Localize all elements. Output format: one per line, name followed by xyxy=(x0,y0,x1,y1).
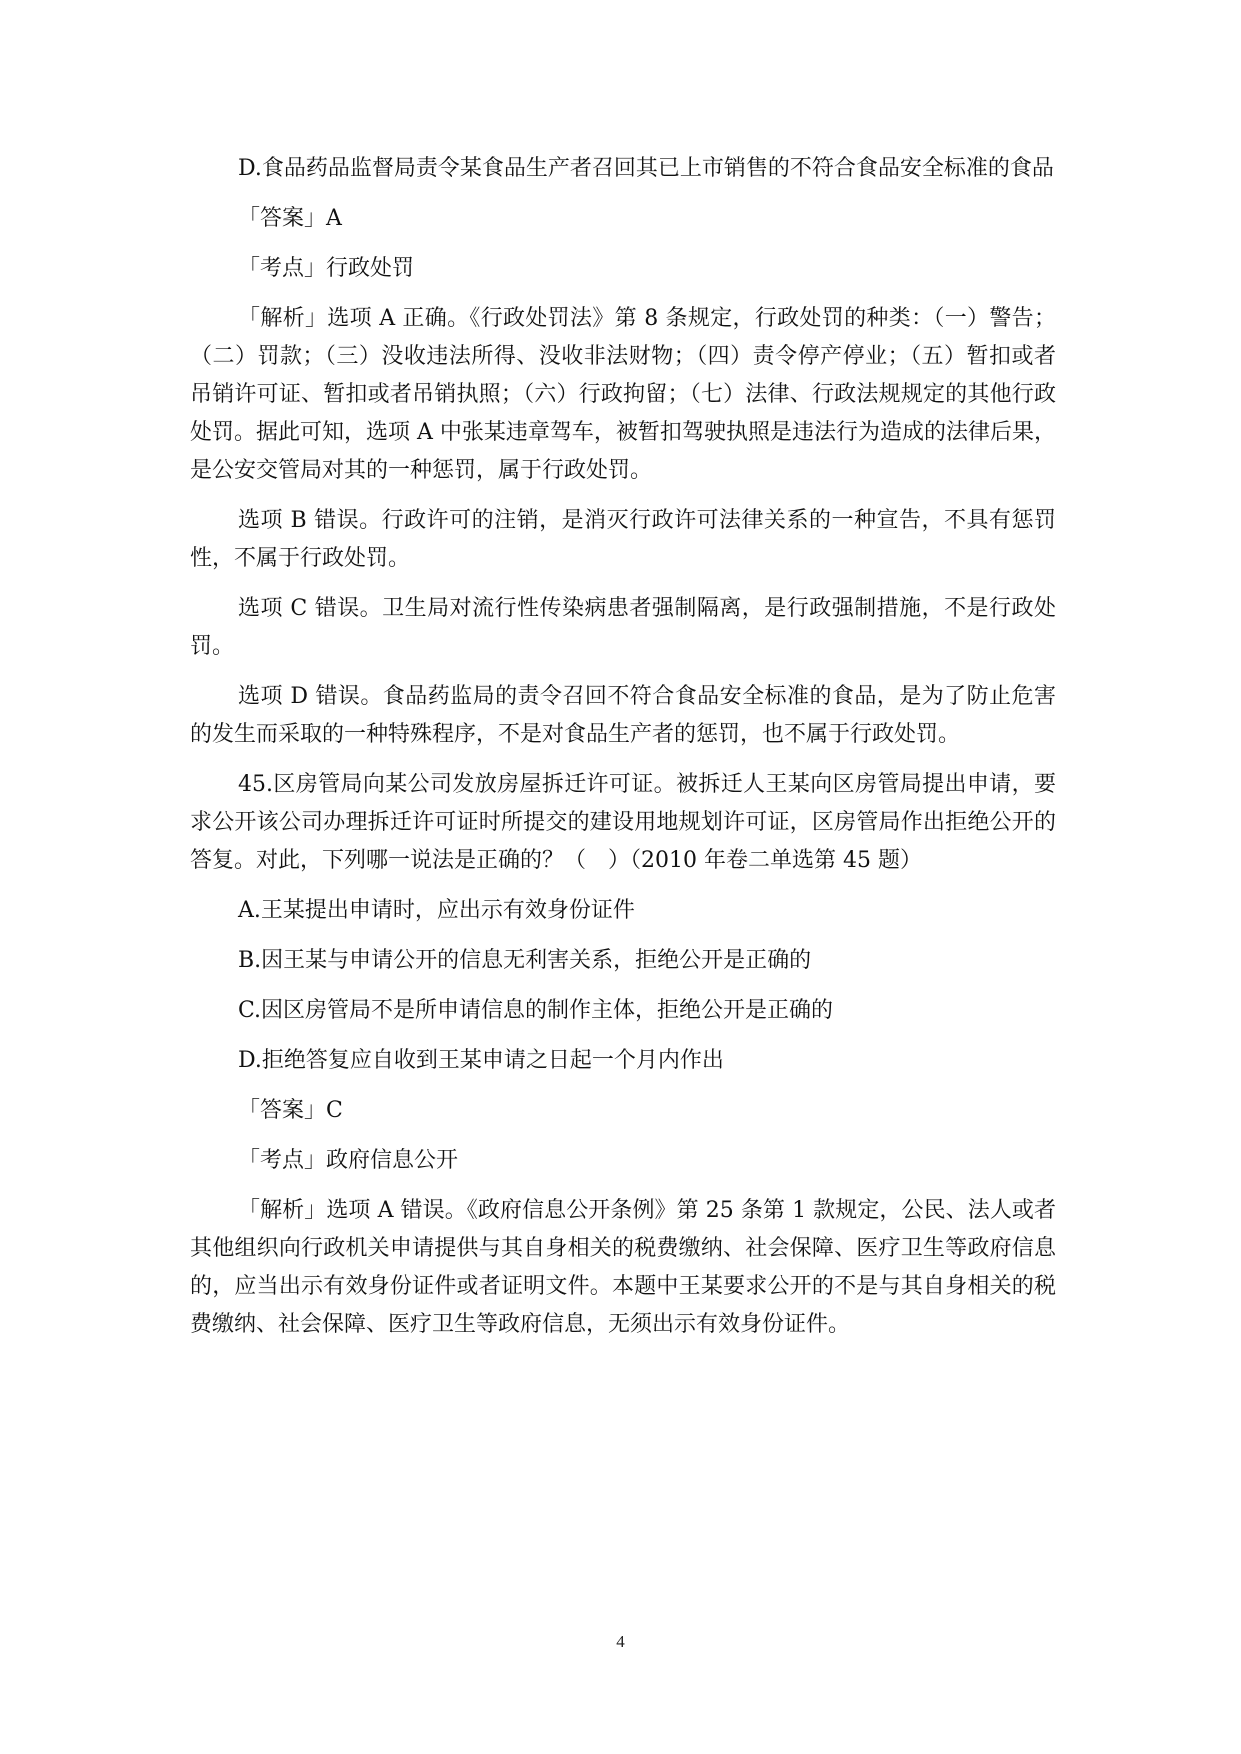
topic-line: 「考点」行政处罚 xyxy=(238,256,415,281)
analysis-option-b: 选项 B 错误。行政许可的注销，是消灭行政许可法律关系的一种宣告，不具有惩罚性，不属于行政处罚。 xyxy=(190,508,1056,571)
answer-line: 「答案」A xyxy=(238,206,342,231)
analysis-paragraph: 「解析」选项 A 正确。《行政处罚法》第 8 条规定，行政处罚的种类：（一）警告；（二）罚款；（三）没收违法所得、没收非法财物；（四）责令停产停业；（五）暂扣或者吊销许可证、暂扣或者吊销执照；（六）行政拘留；（七）法律、行政法规规定的其他行政处罚。据此可知，选项 A 中张某违章驾车，被暂扣驾驶执照是违法行为造成的法律后果，是公安交管局对其的一种惩罚，属于行政处罚。 xyxy=(190,306,1056,483)
option-d: D.拒绝答复应自收到王某申请之日起一个月内作出 xyxy=(238,1048,724,1073)
option-d-previous: D.食品药品监督局责令某食品生产者召回其已上市销售的不符合食品安全标准的食品 xyxy=(238,156,1054,181)
topic-line-2: 「考点」政府信息公开 xyxy=(238,1148,459,1173)
analysis-option-d: 选项 D 错误。食品药监局的责令召回不符合食品安全标准的食品，是为了防止危害的发生而采取的一种特殊程序，不是对食品生产者的惩罚，也不属于行政处罚。 xyxy=(190,684,1056,747)
option-a: A.王某提出申请时，应出示有效身份证件 xyxy=(238,898,635,923)
option-c: C.因区房管局不是所申请信息的制作主体，拒绝公开是正确的 xyxy=(238,998,834,1023)
analysis-option-c: 选项 C 错误。卫生局对流行性传染病患者强制隔离，是行政强制措施，不是行政处罚。 xyxy=(190,596,1056,659)
page-number: 4 xyxy=(616,1632,625,1651)
document-body xyxy=(190,150,1056,1356)
option-b: B.因王某与申请公开的信息无利害关系，拒绝公开是正确的 xyxy=(238,948,812,973)
answer-line-2: 「答案」C xyxy=(238,1098,343,1123)
question-45: 45.区房管局向某公司发放房屋拆迁许可证。被拆迁人王某向区房管局提出申请，要求公开该公司办理拆迁许可证时所提交的建设用地规划许可证，区房管局作出拒绝公开的答复。对此，下列哪一说法是正确的？（ ）（2010 年卷二单选第 45 题） xyxy=(190,772,1056,873)
analysis-paragraph-2: 「解析」选项 A 错误。《政府信息公开条例》第 25 条第 1 款规定，公民、法人或者其他组织向行政机关申请提供与其自身相关的税费缴纳、社会保障、医疗卫生等政府信息的，应当出示有效身份证件或者证明文件。本题中王某要求公开的不是与其自身相关的税费缴纳、社会保障、医疗卫生等政府信息，无须出示有效身份证件。 xyxy=(190,1198,1056,1337)
